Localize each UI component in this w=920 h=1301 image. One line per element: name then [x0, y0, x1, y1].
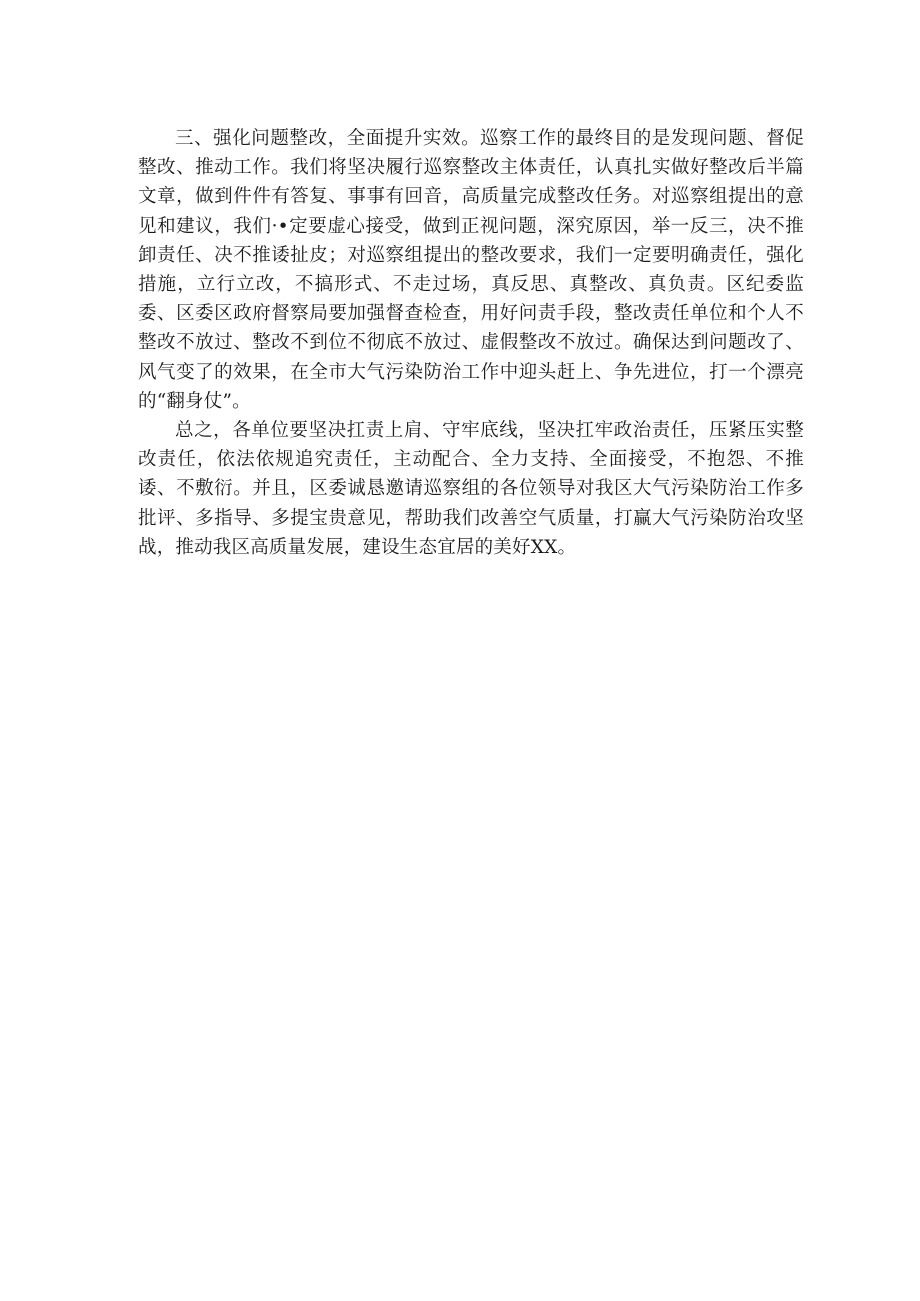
paragraph-conclusion: 总之，各单位要坚决扛责上肩、守牢底线，坚决扛牢政治责任，压紧压实整改责任，依法依规追究责任，主动配合、全力支持、全面接受，不抱怨、不推诿、不敷衍。并且，区委诚恳邀请巡察组的各位领导对我区大气污染防治工作多批评、多指导、多提宝贵意见，帮助我们改善空气质量，打赢大气污染防治攻坚战，推动我区高质量发展，建设生态宜居的美好XX。: [138, 420, 804, 558]
paragraph-rectification: 三、强化问题整改，全面提升实效。巡察工作的最终目的是发现问题、督促整改、推动工作。我们将坚决履行巡察整改主体责任，认真扎实做好整改后半篇文章，做到件件有答复、事事有回音，高质量完成整改任务。对巡察组提出的意见和建议，我们·•定要虚心接受，做到正视问题，深究原因，举一反三，决不推卸责任、决不推诿扯皮；对巡察组提出的整改要求，我们一定要明确责任，强化措施，立行立改，不搞形式、不走过场，真反思、真整改、真负责。区纪委监委、区委区政府督察局要加强督查检查，用好问责手段，整改责任单位和个人不整改不放过、整改不到位不彻底不放过、虚假整改不放过。确保达到问题改了、风气变了的效果，在全市大气污染防治工作中迎头赶上、争先进位，打一个漂亮的“翻身仗”。: [138, 128, 804, 412]
document-body: [138, 124, 804, 562]
